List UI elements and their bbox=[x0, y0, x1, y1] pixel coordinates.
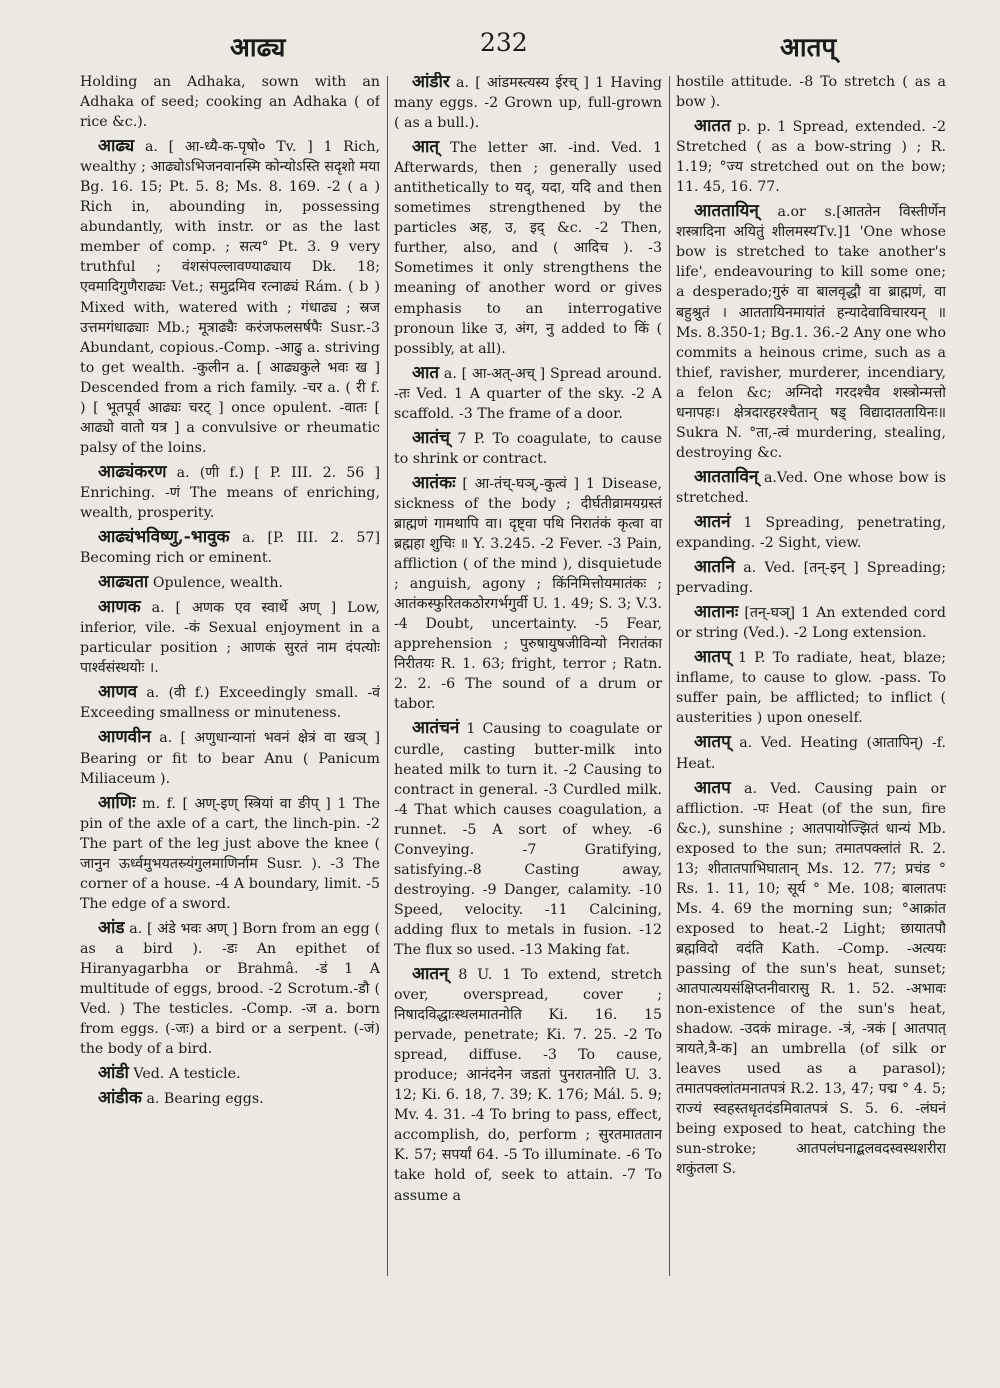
entry-headword: आत् bbox=[412, 137, 440, 158]
column-rule bbox=[387, 76, 388, 1276]
dictionary-entry bbox=[80, 1063, 380, 1084]
entry-definition: a. [ अणुधान्यानां भवनं क्षेत्रं वा खञ् ] Bearing or fit to bear Anu ( Panicum Miliaceum ). bbox=[80, 730, 380, 787]
entry-definition: a. (णी f.) [ P. III. 2. 56 ] Enriching. -णं The means of enriching, wealth, prosperity. bbox=[80, 464, 380, 521]
entry-headword: आततायिन् bbox=[694, 201, 759, 222]
entry-headword: आतंच् bbox=[412, 427, 450, 448]
entry-headword: आतन् bbox=[412, 964, 449, 985]
dictionary-entry bbox=[80, 727, 380, 788]
entry-headword: आतत bbox=[694, 116, 731, 137]
entry-definition: hostile attitude. -8 To stretch ( as a bow ). bbox=[676, 74, 946, 111]
dictionary-entry bbox=[80, 1088, 380, 1109]
dictionary-entry bbox=[80, 682, 380, 723]
page-header bbox=[0, 28, 1000, 72]
entry-headword: आत bbox=[412, 362, 440, 383]
header-right-guide-word: आतप् bbox=[780, 33, 837, 63]
entry-headword: आंडी bbox=[98, 1063, 129, 1084]
entry-headword: आढ्य bbox=[98, 136, 135, 157]
column-rule bbox=[669, 76, 670, 1276]
dictionary-entry bbox=[394, 72, 662, 133]
entry-definition: The letter आ. -ind. Ved. 1 Afterwards, then ; generally used antithetically to यद्, यदा, यदि and then sometimes strengthened by the particles अह, उ, इद् &c. -2 Then, further, also, and ( आदिच ). -3 Sometimes it only strengthens the meaning of another word or gives emphasis to an interrogative pronoun like उ, अंग, नु added to किं ( possibly, at all). bbox=[394, 140, 662, 357]
dictionary-entry bbox=[676, 116, 946, 197]
dictionary-entry bbox=[80, 462, 380, 523]
entry-headword: आतंकः bbox=[412, 472, 456, 493]
column-1 bbox=[80, 72, 380, 1362]
entry-headword: आढ्यंभविष्णु,-भावुक bbox=[98, 527, 230, 548]
entry-headword: आणिः bbox=[98, 792, 136, 813]
entry-headword: आंडीर bbox=[412, 72, 450, 92]
entry-definition: a. Ved. Causing pain or affliction. -पः Heat (of the sun, fire &c.), sunshine ; आतपायोज्झितं धान्यं Mb. exposed to the sun; तमातपक्लांतं R. 2. 13; शीतातपाभिघातान् Ms. 12. 77; प्रचंड ° Rs. 1. 11, 10; सूर्य ° Me. 108; बालातपः Ms. 4. 69 the morning sun; °आक्रांत exposed to heat.-2 Light; छायातपौ ब्रह्मविदो वदंति Kath. -Comp. -अत्ययः passing of the sun's heat, sunset; आतपात्ययसंक्षिप्तनीवारासु R. 1. 52. -अभावः non-existence of the sun's heat, shadow. -उदकं mirage. -त्रं, -त्रकं [ आतपात् त्रायते,त्रै-क] an umbrella (of silk or leaves used as a parasol); तमातपक्लांतमनातपत्रं R.2. 13, 47; पद्म ° 4. 5; राज्यं स्वहस्तधृतदंडमिवातपत्रं S. 5. 6. -लंघनं being exposed to heat, catching the sun-stroke; आतपलंघनाद्बलवदस्वस्थशरीरा शकुंतला S. bbox=[676, 780, 946, 1178]
entry-headword: आतप bbox=[694, 777, 731, 798]
entry-definition: a.Ved. One whose bow is stretched. bbox=[676, 469, 946, 506]
dictionary-entry bbox=[394, 428, 662, 469]
dictionary-entry bbox=[676, 557, 946, 598]
entry-headword: आतप् bbox=[694, 647, 731, 668]
entry-headword: आणक bbox=[98, 597, 141, 618]
entry-headword: आढ्यंकरण bbox=[98, 461, 167, 482]
entry-definition: a. [P. III. 2. 57] Becoming rich or eminent. bbox=[80, 530, 380, 567]
dictionary-entry bbox=[394, 363, 662, 424]
column-2 bbox=[394, 72, 662, 1362]
entry-definition: [तन्-घञ्] 1 An extended cord or string (Ved.). -2 Long extension. bbox=[676, 605, 946, 642]
entry-definition: m. f. [ अण्-इण् स्त्रियां वा ङीप् ] 1 The pin of the axle of a cart, the linch-pin. -2 The part of the leg just above the knee ( जानुन ऊर्ध्वमुभयतस्र्यंगुलमाणिर्नाम Susr. ). -3 The corner of a house. -4 A boundary, limit. -5 The edge of a sword. bbox=[80, 795, 380, 912]
entry-headword: आतप् bbox=[694, 732, 731, 753]
dictionary-entry bbox=[80, 918, 380, 1059]
dictionary-entry bbox=[80, 572, 380, 593]
dictionary-entry bbox=[80, 527, 380, 568]
entry-definition: 1 P. To radiate, heat, blaze; inflame, to cause to glow. -pass. To suffer pain, be afflicted; to inflict ( austerities ) upon oneself. bbox=[676, 650, 946, 727]
entry-definition: p. p. 1 Spread, extended. -2 Stretched ( as a bow-string ) ; R. 1.19; °ज्य stretched out on the bow; 11. 45, 16. 77. bbox=[676, 119, 946, 196]
entry-definition: a. [ आंडमस्त्यस्य ईरच् ] 1 Having many eggs. -2 Grown up, full-grown ( as a bull.). bbox=[394, 75, 662, 132]
entry-definition: a. Ved. [तन्-इन् ] Spreading; pervading. bbox=[676, 560, 946, 597]
entry-headword: आंडीक bbox=[98, 1088, 142, 1109]
page-number: 232 bbox=[480, 28, 528, 57]
dictionary-entry bbox=[676, 512, 946, 553]
entry-definition: [ आ-तंच्-घञ्,-कुत्वं ] 1 Disease, sickness of the body ; दीर्घतीव्रामयग्रस्तं ब्राह्मणं गामथापि वा। दृष्ट्वा पथि निरातंकं कृत्वा वा ब्रह्महा शुचिः ॥ Y. 3.245. -2 Fever. -3 Pain, affliction ( of the mind ), disquietude ; anguish, agony ; किंनिमित्तोयमातंकः ; आतंकस्फुरितकठोरगर्भगुर्वी U. 1. 49; S. 3; V.3. -4 Doubt, uncertainty. -5 Fear, apprehension ; पुरुषायुषजीविन्यो निरातंका निरीतयः R. 1. 63; fright, terror ; Ratn. 2. 2. -6 The sound of a drum or tabor. bbox=[394, 475, 662, 713]
dictionary-entry bbox=[676, 602, 946, 643]
entry-definition: a. [ आ-अत्-अच् ] Spread around. -तः Ved. 1 A quarter of the sky. -2 A scaffold. -3 The frame of a door. bbox=[394, 365, 662, 422]
entry-headword: आतनि bbox=[694, 557, 735, 578]
column-3 bbox=[676, 72, 946, 1362]
entry-definition: Ved. A testicle. bbox=[133, 1066, 241, 1083]
entry-definition: 8 U. 1 To extend, stretch over, overspread, cover ; निषादविद्धाःस्थलमातनोति Ki. 16. 15 pervade, penetrate; Ki. 7. 25. -2 To spread, diffuse. -3 To cause, produce; आनंदनेन जडतां पुनरातनोति U. 3. 12; Ki. 6. 18, 7. 39; K. 176; Mál. 5. 9; Mv. 4. 31. -4 To bring to pass, effect, accomplish, do, perform ; सुरतमाततान K. 57; सपर्यां 64. -5 To illuminate. -6 To take hold of, seek to attain. -7 To assume a bbox=[394, 967, 662, 1204]
dictionary-entry bbox=[80, 72, 380, 132]
entry-headword: आढ्यता bbox=[98, 572, 149, 593]
entry-definition: a. (वी f.) Exceedingly small. -वं Exceeding smallness or minuteness. bbox=[80, 685, 380, 722]
entry-definition: 1 Causing to coagulate or curdle, casting butter-milk into heated milk to turn it. -2 Causing to contract in general. -3 Curdled milk. -4 That which causes coagulation, a runnet. -5 A sort of whey. -6 Conveying. -7 Gratifying, satisfying.-8 Casting away, destroying. -9 Danger, calamity. -10 Speed, velocity. -11 Calcining, adding flux to metals in fusion. -12 The flux so used. -13 Making fat. bbox=[394, 721, 662, 958]
entry-definition: a. [ अणक एव स्वार्थे अण् ] Low, inferior, vile. -कं Sexual enjoyment in a particular position ; आणकं सुरतं नाम दंपत्योः पार्श्वसंस्थयोः ।. bbox=[80, 600, 380, 677]
dictionary-entry bbox=[676, 72, 946, 112]
dictionary-entry bbox=[676, 467, 946, 508]
dictionary-entry bbox=[676, 201, 946, 463]
entry-definition: Opulence, wealth. bbox=[152, 575, 283, 592]
dictionary-entry bbox=[394, 473, 662, 715]
entry-definition: a. Bearing eggs. bbox=[146, 1091, 264, 1108]
dictionary-entry bbox=[676, 647, 946, 728]
dictionary-entry bbox=[394, 964, 662, 1206]
entry-headword: आणव bbox=[98, 682, 138, 703]
entry-definition: a. [ आ-ध्यै-क-पृषो० Tv. ] 1 Rich, wealthy ; आढ्योऽभिजनवानस्मि कोन्योऽस्ति सदृशो मया Bg. 16. 15; Pt. 5. 8; Ms. 8. 169. -2 ( a ) Rich in, abounding in, possessing abundantly, with instr. or as the last member of comp. ; सत्य° Pt. 3. 9 very truthful ; वंशसंपल्लावण्याढ्याय Dk. 18; एवमादिगुणैराढ्यः Vet.; समुद्रमिव रत्नाढ्यं Rám. ( b ) Mixed with, watered with ; गंधाढ्य ; स्रज उत्तमगंधाढ्याः Mb.; मूत्राढ्यैः करंजफलसर्षपैः Susr.-3 Abundant, copious.-Comp. -आढु a. striving to get wealth. -कुलीन a. [ आढ्यकुले भवः ख ] Descended from a rich family. -चर a. ( री f. ) [ भूतपूर्व आढ्यः चरट् ] once opulent. -वातः [ आढ्यो वातो यत्र ] a convulsive or rheumatic palsy of the loins. bbox=[80, 139, 380, 456]
dictionary-entry bbox=[676, 732, 946, 773]
dictionary-entry bbox=[80, 597, 380, 678]
entry-definition: a. [ अंडे भवः अण् ] Born from an egg ( as a bird ). -डः An epithet of Hiranyagarbha or Brahmâ. -डं 1 A multitude of eggs, brood. -2 Scrotum.-डौ ( Ved. ) The testicles. -Comp. -ज a. born from eggs. (-जः) a bird or a serpent. (-जं) the body of a bird. bbox=[80, 920, 380, 1058]
entry-headword: आणवीन bbox=[98, 727, 151, 748]
header-left-guide-word: आढ्य bbox=[230, 33, 286, 63]
dictionary-entry bbox=[80, 793, 380, 914]
entry-definition: a. Ved. Heating (आतापिन्) -f. Heat. bbox=[676, 735, 946, 772]
entry-headword: आतंचनं bbox=[412, 718, 460, 739]
entry-headword: आतताविन् bbox=[694, 466, 759, 487]
entry-headword: आतनं bbox=[694, 511, 731, 532]
entry-definition: 7 P. To coagulate, to cause to shrink or contract. bbox=[394, 430, 662, 467]
entry-definition: Holding an Adhaka, sown with an Adhaka of seed; cooking an Adhaka ( of rice &c.). bbox=[80, 74, 380, 131]
dictionary-entry bbox=[80, 136, 380, 458]
dictionary-entry bbox=[394, 137, 662, 359]
dictionary-entry bbox=[676, 778, 946, 1180]
entry-headword: आतानः bbox=[694, 602, 739, 623]
entry-definition: a.or s.[आततेन विस्तीर्णेन शस्त्रादिना अयितुं शीलमस्यTv.]1 'One whose bow is stretched to take another's life', endeavouring to kill some one; a desperado;गुरुं वा बालवृद्धौ वा ब्राह्मणं, वा बहुश्रुतं । आततायिनमायांतं हन्यादेवाविचारयन् ॥ Ms. 8.350-1; Bg.1. 36.-2 Any one who commits a heinous crime, such as a thief, ravisher, murderer, incendiary, a felon &c; अग्निदो गरदश्चैव शस्त्रोन्मत्तो धनापहः। क्षेत्रदारहरश्चैतान् षड् विद्यादाततायिनः॥ Sukra N. °ता,-त्वं murdering, stealing, destroying &c. bbox=[676, 204, 946, 461]
entry-headword: आंड bbox=[98, 917, 125, 938]
entry-definition: 1 Spreading, penetrating, expanding. -2 Sight, view. bbox=[676, 514, 946, 552]
dictionary-entry bbox=[394, 718, 662, 960]
